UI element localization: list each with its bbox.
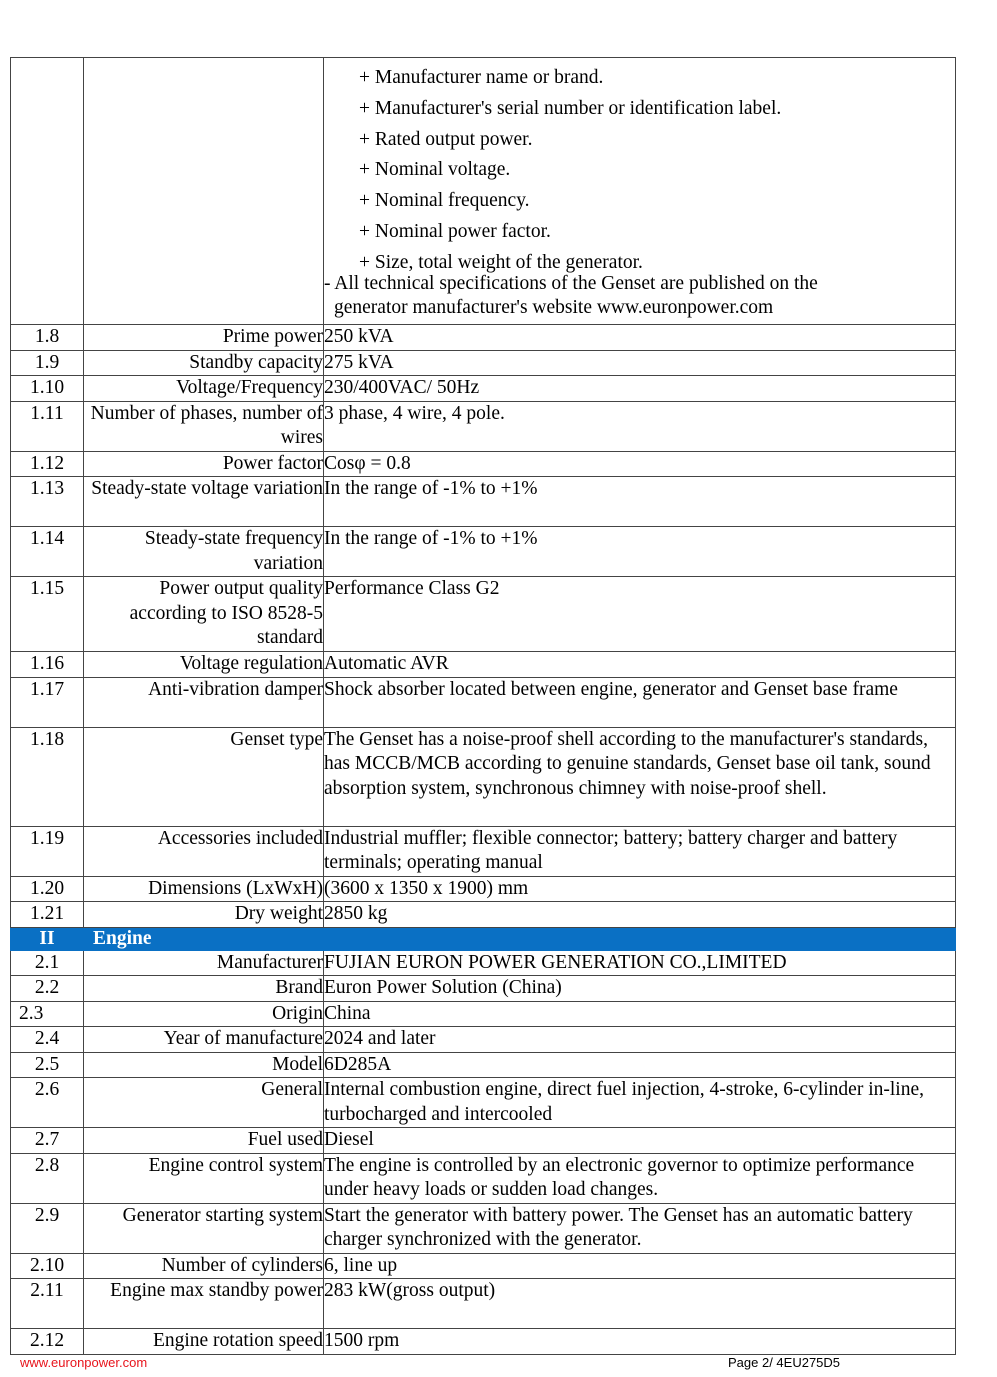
spec-label: Accessories included bbox=[84, 826, 324, 876]
spec-label: Voltage regulation bbox=[84, 652, 324, 678]
spec-number: 2.7 bbox=[11, 1128, 84, 1154]
website-note-line1: - All technical specifications of the Genset are published on the bbox=[324, 272, 818, 294]
spec-value: 1500 rpm bbox=[324, 1329, 956, 1355]
spec-label: Engine rotation speed bbox=[84, 1329, 324, 1355]
spec-row bbox=[11, 401, 956, 451]
spec-value: FUJIAN EURON POWER GENERATION CO.,LIMITED bbox=[324, 950, 956, 976]
spec-number: 2.10 bbox=[11, 1253, 84, 1279]
spec-value: 230/400VAC/ 50Hz bbox=[324, 376, 956, 402]
spec-number: 1.15 bbox=[11, 577, 84, 652]
spec-label: Steady-state frequency variation bbox=[84, 527, 324, 577]
spec-label: Standby capacity bbox=[84, 350, 324, 376]
spec-row bbox=[11, 1329, 956, 1355]
spec-row bbox=[11, 950, 956, 976]
spec-number: 1.11 bbox=[11, 401, 84, 451]
spec-number: 1.13 bbox=[11, 477, 84, 527]
spec-value: The engine is controlled by an electronic governor to optimize performance under heavy loads or sudden load changes. bbox=[324, 1153, 956, 1203]
spec-value: Industrial muffler; flexible connector; battery; battery charger and battery terminals; operating manual bbox=[324, 826, 956, 876]
spec-row bbox=[11, 577, 956, 652]
spec-value: 6D285A bbox=[324, 1052, 956, 1078]
spec-number: 2.3 bbox=[11, 1001, 84, 1027]
website-note-line2: generator manufacturer's website www.euronpower.com bbox=[334, 296, 774, 318]
spec-label: Dimensions (LxWxH) bbox=[84, 876, 324, 902]
spec-row bbox=[11, 1052, 956, 1078]
spec-row bbox=[11, 477, 956, 527]
spec-number: 2.9 bbox=[11, 1203, 84, 1253]
spec-row bbox=[11, 727, 956, 826]
spec-row bbox=[11, 652, 956, 678]
spec-value: China bbox=[324, 1001, 956, 1027]
spec-row bbox=[11, 1153, 956, 1203]
intro-row bbox=[11, 58, 956, 325]
spec-number: 1.18 bbox=[11, 727, 84, 826]
intro-bullet: + Manufacturer's serial number or identification label. bbox=[359, 97, 782, 119]
spec-label: Engine max standby power bbox=[84, 1279, 324, 1329]
intro-bullet: + Nominal voltage. bbox=[359, 159, 511, 181]
spec-label: Number of cylinders bbox=[84, 1253, 324, 1279]
intro-bullet: + Size, total weight of the generator. bbox=[359, 251, 643, 273]
spec-row bbox=[11, 1128, 956, 1154]
spec-number: 1.19 bbox=[11, 826, 84, 876]
spec-value: 2850 kg bbox=[324, 902, 956, 928]
spec-label: Steady-state voltage variation bbox=[84, 477, 324, 527]
intro-num-cell bbox=[11, 58, 84, 325]
spec-row bbox=[11, 826, 956, 876]
spec-value: The Genset has a noise-proof shell according to the manufacturer's standards, has MCCB/MCB according to genuine standards, Genset base oil tank, sound absorption system, synchronous chimney with noise-proof shell. bbox=[324, 727, 956, 826]
spec-value: Diesel bbox=[324, 1128, 956, 1154]
spec-number: 2.2 bbox=[11, 976, 84, 1002]
spec-label: Prime power bbox=[84, 325, 324, 351]
spec-label: Dry weight bbox=[84, 902, 324, 928]
spec-row bbox=[11, 677, 956, 727]
spec-row bbox=[11, 976, 956, 1002]
spec-label: Anti-vibration damper bbox=[84, 677, 324, 727]
spec-number: 1.21 bbox=[11, 902, 84, 928]
spec-label: Manufacturer bbox=[84, 950, 324, 976]
spec-value: Performance Class G2 bbox=[324, 577, 956, 652]
intro-value-cell bbox=[324, 58, 956, 325]
website-note bbox=[324, 272, 955, 320]
spec-row bbox=[11, 1027, 956, 1053]
spec-label: Power factor bbox=[84, 451, 324, 477]
spec-table bbox=[10, 57, 956, 1355]
spec-row bbox=[11, 902, 956, 928]
section-title: Engine bbox=[84, 927, 956, 950]
spec-label: Fuel used bbox=[84, 1128, 324, 1154]
spec-row bbox=[11, 376, 956, 402]
spec-number: 1.10 bbox=[11, 376, 84, 402]
spec-label: Genset type bbox=[84, 727, 324, 826]
spec-label: Origin bbox=[84, 1001, 324, 1027]
intro-bullet: + Rated output power. bbox=[359, 128, 533, 150]
spec-value: 2024 and later bbox=[324, 1027, 956, 1053]
intro-bullet: + Nominal power factor. bbox=[359, 220, 551, 242]
spec-number: 2.12 bbox=[11, 1329, 84, 1355]
spec-value: Euron Power Solution (China) bbox=[324, 976, 956, 1002]
spec-row bbox=[11, 1001, 956, 1027]
spec-value: 283 kW(gross output) bbox=[324, 1279, 956, 1329]
intro-label-cell bbox=[84, 58, 324, 325]
spec-number: 1.14 bbox=[11, 527, 84, 577]
spec-value: In the range of -1% to +1% bbox=[324, 527, 956, 577]
spec-label: Year of manufacture bbox=[84, 1027, 324, 1053]
section-number: II bbox=[11, 927, 84, 950]
spec-number: 1.16 bbox=[11, 652, 84, 678]
spec-number: 1.17 bbox=[11, 677, 84, 727]
spec-row bbox=[11, 1078, 956, 1128]
spec-value: Internal combustion engine, direct fuel injection, 4-stroke, 6-cylinder in-line, turbocharged and intercooled bbox=[324, 1078, 956, 1128]
spec-number: 1.20 bbox=[11, 876, 84, 902]
spec-value: 3 phase, 4 wire, 4 pole. bbox=[324, 401, 956, 451]
spec-row bbox=[11, 527, 956, 577]
spec-row bbox=[11, 1203, 956, 1253]
intro-bullet: + Manufacturer name or brand. bbox=[359, 67, 604, 88]
spec-number: 1.12 bbox=[11, 451, 84, 477]
spec-row bbox=[11, 876, 956, 902]
spec-label: Power output quality according to ISO 8528-5 standard bbox=[84, 577, 324, 652]
spec-label: Voltage/Frequency bbox=[84, 376, 324, 402]
spec-number: 2.4 bbox=[11, 1027, 84, 1053]
section-engine-header bbox=[11, 927, 956, 950]
spec-row bbox=[11, 325, 956, 351]
spec-number: 2.11 bbox=[11, 1279, 84, 1329]
footer-page-number: Page 2/ 4EU275D5 bbox=[728, 1355, 841, 1370]
spec-number: 2.8 bbox=[11, 1153, 84, 1203]
spec-label: General bbox=[84, 1078, 324, 1128]
spec-row bbox=[11, 1253, 956, 1279]
spec-label: Engine control system bbox=[84, 1153, 324, 1203]
spec-value: (3600 x 1350 x 1900) mm bbox=[324, 876, 956, 902]
spec-number: 1.9 bbox=[11, 350, 84, 376]
spec-value: 250 kVA bbox=[324, 325, 956, 351]
spec-label: Brand bbox=[84, 976, 324, 1002]
footer-website[interactable]: www.euronpower.com bbox=[20, 1355, 148, 1370]
spec-label: Generator starting system bbox=[84, 1203, 324, 1253]
spec-value: 6, line up bbox=[324, 1253, 956, 1279]
spec-row bbox=[11, 451, 956, 477]
spec-number: 2.1 bbox=[11, 950, 84, 976]
spec-value: Cosφ = 0.8 bbox=[324, 451, 956, 477]
spec-row bbox=[11, 1279, 956, 1329]
spec-value: In the range of -1% to +1% bbox=[324, 477, 956, 527]
spec-number: 2.6 bbox=[11, 1078, 84, 1128]
spec-value: Shock absorber located between engine, generator and Genset base frame bbox=[324, 677, 956, 727]
spec-label: Model bbox=[84, 1052, 324, 1078]
spec-number: 2.5 bbox=[11, 1052, 84, 1078]
spec-value: 275 kVA bbox=[324, 350, 956, 376]
spec-value: Start the generator with battery power. The Genset has an automatic battery charger synchronized with the generator. bbox=[324, 1203, 956, 1253]
spec-row bbox=[11, 350, 956, 376]
spec-label: Number of phases, number of wires bbox=[84, 401, 324, 451]
intro-bullet: + Nominal frequency. bbox=[359, 190, 530, 212]
spec-value: Automatic AVR bbox=[324, 652, 956, 678]
spec-number: 1.8 bbox=[11, 325, 84, 351]
